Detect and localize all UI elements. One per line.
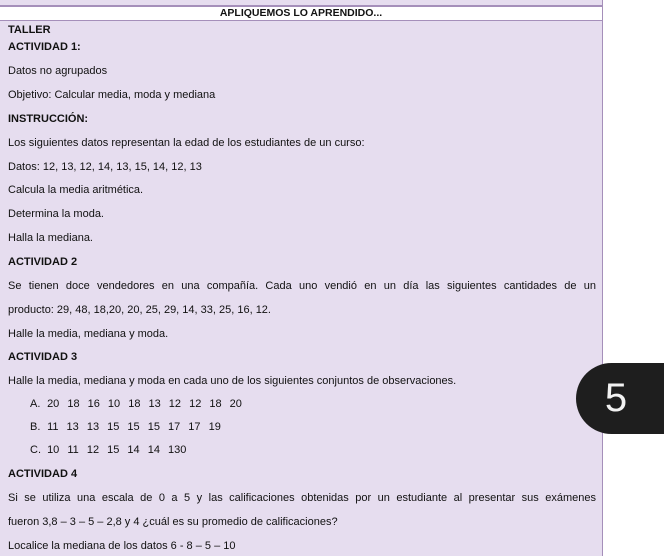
set-letter: C. bbox=[30, 444, 41, 456]
activity-2-heading: ACTIVIDAD 2 bbox=[8, 256, 78, 268]
activity-4-text-1: Si se utiliza una escala de 0 a 5 y las calificaciones obtenidas por un estudiante al presentar sus exámenes bbox=[8, 492, 596, 504]
activity-1-data: Datos: 12, 13, 12, 14, 13, 15, 14, 12, 13 bbox=[8, 161, 202, 173]
activity-1-subtitle: Datos no agrupados bbox=[8, 65, 108, 77]
activity-4-heading: ACTIVIDAD 4 bbox=[8, 468, 78, 480]
activity-2-text-1: Se tienen doce vendedores en una compañía. Cada uno vendió en un día las siguientes cantidades de un bbox=[8, 280, 596, 292]
observation-set-a bbox=[30, 397, 242, 411]
set-letter: B. bbox=[30, 421, 41, 433]
activity-2-text-3: Halle la media, mediana y moda. bbox=[8, 328, 169, 340]
activity-4-text-3: Localice la mediana de los datos 6 - 8 – 5 – 10 bbox=[8, 540, 236, 552]
page-number-badge bbox=[576, 363, 664, 434]
observation-set-c bbox=[30, 443, 186, 457]
set-values: 11 13 13 15 15 15 17 17 19 bbox=[47, 421, 221, 433]
section-title: APLIQUEMOS LO APRENDIDO... bbox=[0, 7, 602, 21]
activity-1-question-3: Halla la mediana. bbox=[8, 232, 93, 244]
page-number: 5 bbox=[604, 376, 628, 420]
set-letter: A. bbox=[30, 398, 41, 410]
activity-1-heading: ACTIVIDAD 1: bbox=[8, 41, 81, 53]
set-values: 20 18 16 10 18 13 12 12 18 20 bbox=[47, 398, 242, 410]
activity-1-question-1: Calcula la media aritmética. bbox=[8, 184, 144, 196]
observation-set-b bbox=[30, 420, 221, 434]
activity-1-objective: Objetivo: Calcular media, moda y mediana bbox=[8, 89, 216, 101]
activity-3-heading: ACTIVIDAD 3 bbox=[8, 351, 78, 363]
activity-1-question-2: Determina la moda. bbox=[8, 208, 104, 220]
instruction-heading: INSTRUCCIÓN: bbox=[8, 113, 89, 125]
activity-3-intro: Halle la media, mediana y moda en cada uno de los siguientes conjuntos de observaciones. bbox=[8, 375, 457, 387]
activity-2-text-2: producto: 29, 48, 18,20, 20, 25, 29, 14, 33, 25, 16, 12. bbox=[8, 304, 271, 316]
activity-4-text-2: fueron 3,8 – 3 – 5 – 2,8 y 4 ¿cuál es su promedio de calificaciones? bbox=[8, 516, 338, 528]
activity-1-intro: Los siguientes datos representan la edad de los estudiantes de un curso: bbox=[8, 137, 365, 149]
taller-heading: TALLER bbox=[8, 24, 51, 36]
set-values: 10 11 12 15 14 14 130 bbox=[47, 444, 187, 456]
